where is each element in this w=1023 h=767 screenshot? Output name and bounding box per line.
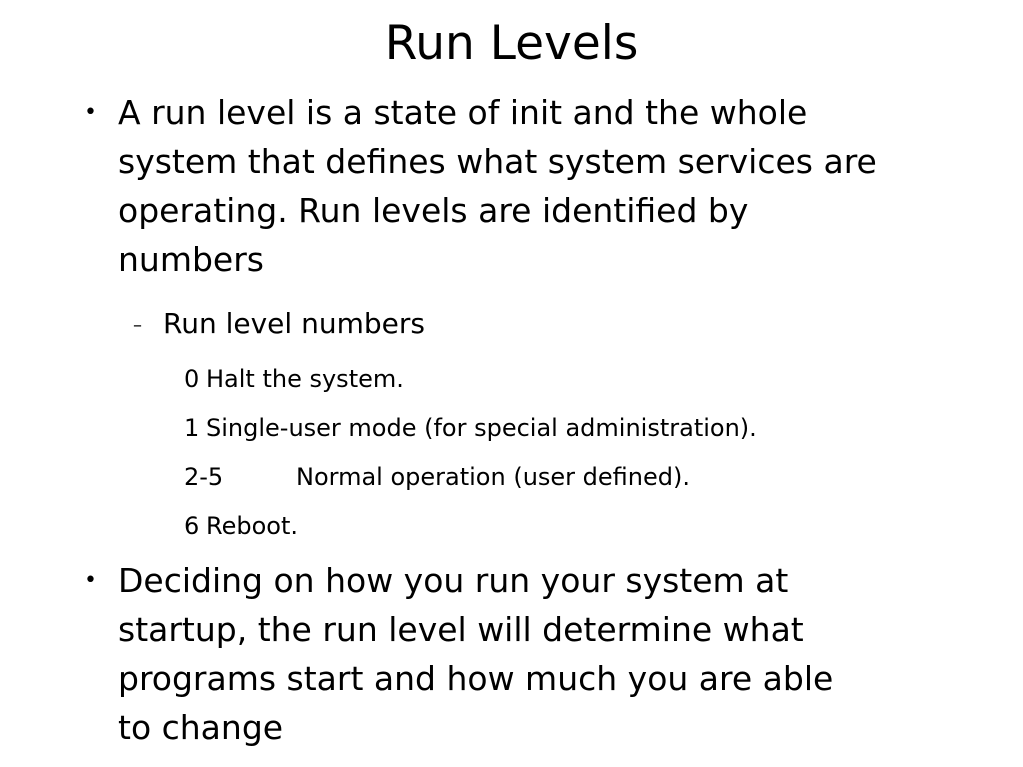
level-description: Single-user mode (for special administration).: [206, 414, 757, 442]
bullet-2-line-3: programs start and how much you are able: [118, 659, 834, 698]
bullet-2-line-4: to change: [118, 708, 284, 747]
bullet-1-line-3: operating. Run levels are identified by: [118, 191, 749, 230]
bullet-2-line-2: startup, the run level will determine what: [118, 610, 804, 649]
level-number: 0: [184, 365, 200, 393]
level-description: Normal operation (user defined).: [296, 463, 690, 491]
bullet-2-line-1: Deciding on how you run your system at: [118, 561, 789, 600]
slide-title: Run Levels: [384, 16, 639, 71]
level-description: Halt the system.: [206, 365, 404, 393]
bullet-1-line-2: system that defines what system services are: [118, 142, 877, 181]
sub-heading: Run level numbers: [163, 307, 425, 340]
bullet-1-line-4: numbers: [118, 240, 264, 279]
level-number: 1: [184, 414, 200, 442]
level-number: 6: [184, 512, 200, 540]
level-number: 2-5: [184, 463, 224, 491]
bullet-1-line-1: A run level is a state of init and the whole: [118, 93, 808, 132]
level-description: Reboot.: [206, 512, 299, 540]
bullet-icon: •: [84, 100, 97, 125]
bullet-icon: •: [84, 568, 97, 593]
dash-icon: –: [133, 315, 142, 336]
